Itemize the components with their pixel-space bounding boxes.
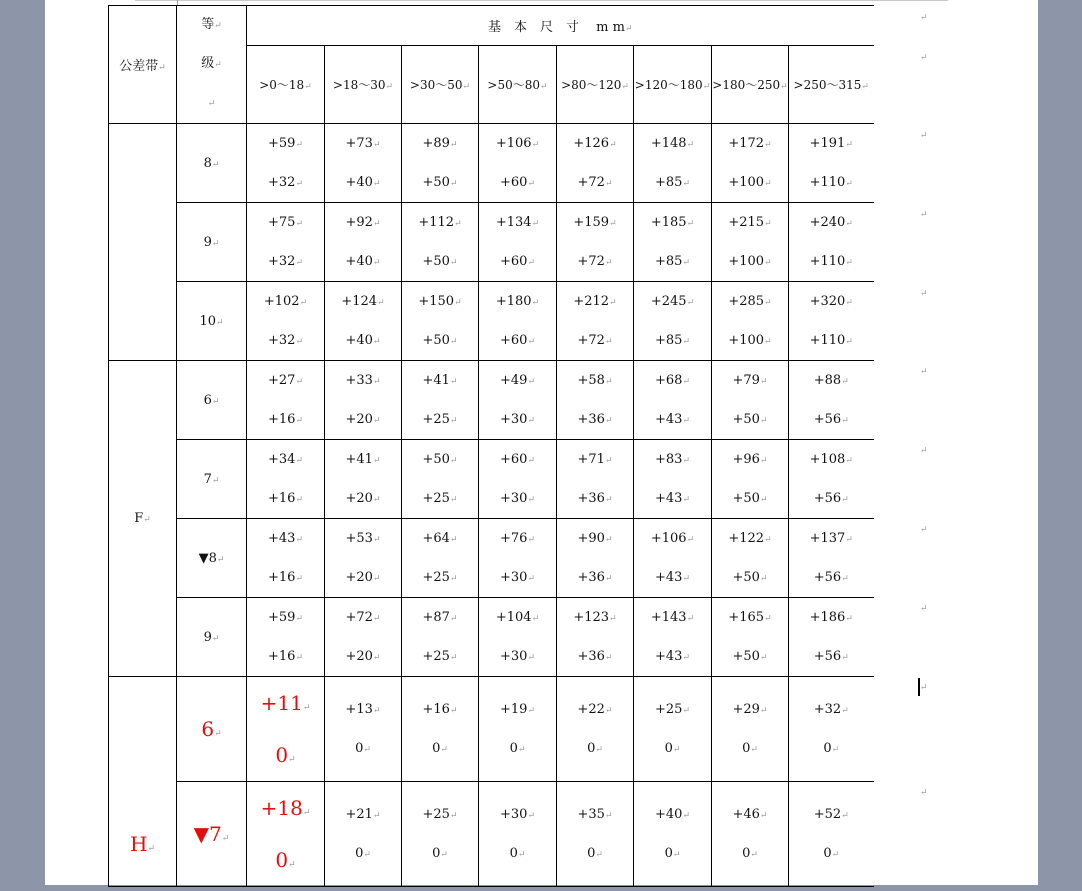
upper-deviation: +33	[345, 373, 373, 388]
lower-deviation: +50	[422, 254, 450, 269]
lower-deviation: +40	[345, 333, 373, 348]
value-cell: +59↵ +16↵	[247, 598, 325, 677]
range-header-cell: >80～120↵	[557, 46, 634, 124]
upper-deviation: +64	[422, 531, 450, 546]
upper-deviation: +16	[422, 702, 450, 717]
value-cell: +46↵ 0↵	[712, 782, 789, 887]
value-cell: +137↵ +56↵	[789, 519, 874, 598]
upper-deviation: +30	[500, 807, 528, 822]
upper-deviation: +89	[422, 136, 450, 151]
upper-deviation: +59	[268, 136, 296, 151]
lower-deviation: +56	[813, 491, 842, 506]
value-cell: +49↵ +30↵	[479, 361, 557, 440]
upper-deviation: +123	[573, 610, 610, 625]
value-cell: +64↵ +25↵	[402, 519, 479, 598]
value-cell: +50↵ +25↵	[402, 440, 479, 519]
upper-deviation: +25	[422, 807, 450, 822]
upper-deviation: +72	[345, 610, 373, 625]
upper-deviation: +96	[732, 452, 760, 467]
upper-deviation: +40	[655, 807, 683, 822]
range-header-cell: >120～180↵	[634, 46, 712, 124]
upper-deviation: +186	[809, 610, 846, 625]
value-cell: +35↵ 0↵	[557, 782, 634, 887]
upper-deviation: +150	[418, 294, 455, 309]
header-tolerance-band: 公差带↵	[109, 6, 177, 124]
value-cell: +126↵ +72↵	[557, 124, 634, 203]
value-cell: +59↵ +32↵	[247, 124, 325, 203]
lower-deviation: 0	[275, 743, 289, 767]
upper-deviation: +102	[263, 294, 300, 309]
upper-deviation: +52	[813, 807, 842, 822]
value-cell: +29↵ 0↵	[712, 677, 789, 782]
value-cell: +180↵ +60↵	[479, 282, 557, 361]
paragraph-mark: ↵	[920, 604, 928, 614]
grade-cell: 10↵	[177, 282, 247, 361]
upper-deviation: +165	[728, 610, 765, 625]
value-cell: +165↵ +50↵	[712, 598, 789, 677]
lower-deviation: +60	[500, 254, 528, 269]
lower-deviation: +32	[268, 254, 296, 269]
value-cell: +172↵ +100↵	[712, 124, 789, 203]
lower-deviation: 0	[509, 846, 518, 861]
lower-deviation: 0	[355, 846, 364, 861]
table-row	[109, 282, 874, 361]
paragraph-mark: ↵	[920, 131, 928, 141]
table-row	[109, 361, 874, 440]
range-header-cell: >0～18↵	[247, 46, 325, 124]
value-cell: +41↵ +25↵	[402, 361, 479, 440]
upper-deviation: +106	[650, 531, 687, 546]
upper-deviation: +13	[345, 702, 373, 717]
lower-deviation: 0	[823, 846, 832, 861]
upper-deviation: +35	[577, 807, 605, 822]
lower-deviation: +16	[268, 412, 296, 427]
upper-deviation: +134	[495, 215, 532, 230]
lower-deviation: +50	[732, 570, 760, 585]
text-cursor	[918, 678, 920, 696]
value-cell: +143↵ +43↵	[634, 598, 712, 677]
grade-cell: ▼8↵	[177, 519, 247, 598]
value-cell: +21↵ 0↵	[325, 782, 402, 887]
upper-deviation: +215	[728, 215, 765, 230]
lower-deviation: 0	[742, 846, 751, 861]
value-cell: +106↵ +43↵	[634, 519, 712, 598]
value-cell: +27↵ +16↵	[247, 361, 325, 440]
grade-cell: 6↵	[177, 361, 247, 440]
range-header-cell: >50～80↵	[479, 46, 557, 124]
lower-deviation: +16	[268, 649, 296, 664]
value-cell: +123↵ +36↵	[557, 598, 634, 677]
table-row	[109, 440, 874, 519]
upper-deviation: +108	[809, 452, 846, 467]
lower-deviation: +60	[500, 333, 528, 348]
value-cell: +134↵ +60↵	[479, 203, 557, 282]
value-cell: +240↵ +110↵	[789, 203, 874, 282]
upper-deviation: +58	[577, 373, 605, 388]
upper-deviation: +92	[345, 215, 373, 230]
upper-deviation: +22	[577, 702, 605, 717]
value-cell: +90↵ +36↵	[557, 519, 634, 598]
value-cell: +13↵ 0↵	[325, 677, 402, 782]
upper-deviation: +60	[500, 452, 528, 467]
upper-deviation: +71	[577, 452, 605, 467]
upper-deviation: +50	[422, 452, 450, 467]
upper-deviation: +76	[500, 531, 528, 546]
value-cell: +76↵ +30↵	[479, 519, 557, 598]
value-cell: +11↵ 0↵	[247, 677, 325, 782]
lower-deviation: +100	[728, 175, 765, 190]
upper-deviation: +137	[809, 531, 846, 546]
value-cell: +185↵ +85↵	[634, 203, 712, 282]
upper-deviation: +41	[345, 452, 373, 467]
grade-cell: 8↵	[177, 124, 247, 203]
lower-deviation: 0	[823, 741, 832, 756]
value-cell: +92↵ +40↵	[325, 203, 402, 282]
value-cell: +71↵ +36↵	[557, 440, 634, 519]
value-cell: +96↵ +50↵	[712, 440, 789, 519]
lower-deviation: +25	[422, 491, 450, 506]
upper-deviation: +185	[650, 215, 687, 230]
upper-deviation: +191	[809, 136, 846, 151]
value-cell: +88↵ +56↵	[789, 361, 874, 440]
paragraph-mark: ↵	[920, 683, 928, 693]
upper-deviation: +34	[268, 452, 296, 467]
lower-deviation: +56	[813, 570, 842, 585]
lower-deviation: +50	[422, 333, 450, 348]
value-cell: +87↵ +25↵	[402, 598, 479, 677]
lower-deviation: +43	[655, 491, 683, 506]
paragraph-mark: ↵	[920, 367, 928, 377]
paragraph-mark: ↵	[920, 525, 928, 535]
paragraph-mark: ↵	[920, 53, 928, 63]
upper-deviation: +49	[500, 373, 528, 388]
value-cell: +25↵ 0↵	[634, 677, 712, 782]
lower-deviation: +43	[655, 412, 683, 427]
range-header-cell: >30～50↵	[402, 46, 479, 124]
tolerance-band-cell: F↵	[109, 361, 177, 677]
upper-deviation: +46	[732, 807, 760, 822]
tolerance-band-cell: H↵	[109, 677, 177, 887]
lower-deviation: +36	[577, 491, 605, 506]
value-cell: +122↵ +50↵	[712, 519, 789, 598]
lower-deviation: +36	[577, 570, 605, 585]
header-grade: 等↵ 级↵ ↵	[177, 6, 247, 124]
table-row	[109, 203, 874, 282]
paragraph-mark: ↵	[920, 210, 928, 220]
range-header-cell: >18～30↵	[325, 46, 402, 124]
value-cell: +40↵ 0↵	[634, 782, 712, 887]
lower-deviation: +32	[268, 175, 296, 190]
lower-deviation: +50	[732, 649, 760, 664]
upper-deviation: +240	[809, 215, 846, 230]
lower-deviation: 0	[742, 741, 751, 756]
upper-deviation: +159	[573, 215, 610, 230]
upper-deviation: +180	[495, 294, 532, 309]
upper-deviation: +27	[268, 373, 296, 388]
value-cell: +52↵ 0↵	[789, 782, 874, 887]
upper-deviation: +19	[500, 702, 528, 717]
lower-deviation: 0	[664, 741, 673, 756]
lower-deviation: +50	[732, 412, 760, 427]
value-cell: +104↵ +30↵	[479, 598, 557, 677]
paragraph-marks-column	[920, 0, 940, 885]
value-cell: +108↵ +56↵	[789, 440, 874, 519]
value-cell: +148↵ +85↵	[634, 124, 712, 203]
lower-deviation: +56	[813, 412, 842, 427]
value-cell: +19↵ 0↵	[479, 677, 557, 782]
upper-deviation: +143	[650, 610, 687, 625]
lower-deviation: +16	[268, 491, 296, 506]
range-header-cell: >180～250↵	[712, 46, 789, 124]
lower-deviation: +16	[268, 570, 296, 585]
upper-deviation: +41	[422, 373, 450, 388]
value-cell: +18↵ 0↵	[247, 782, 325, 887]
upper-deviation: +104	[495, 610, 532, 625]
paragraph-mark: ↵	[920, 446, 928, 456]
value-cell: +73↵ +40↵	[325, 124, 402, 203]
upper-deviation: +88	[813, 373, 842, 388]
lower-deviation: +36	[577, 412, 605, 427]
tolerance-band-cell	[109, 124, 177, 361]
lower-deviation: +72	[577, 175, 605, 190]
value-cell: +320↵ +110↵	[789, 282, 874, 361]
lower-deviation: +85	[655, 254, 683, 269]
lower-deviation: +110	[809, 254, 846, 269]
grade-cell: ▼7↵	[177, 782, 247, 887]
value-cell: +124↵ +40↵	[325, 282, 402, 361]
value-cell: +41↵ +20↵	[325, 440, 402, 519]
lower-deviation: 0	[587, 846, 596, 861]
lower-deviation: +56	[813, 649, 842, 664]
lower-deviation: +72	[577, 254, 605, 269]
value-cell: +186↵ +56↵	[789, 598, 874, 677]
grade-cell: 9↵	[177, 598, 247, 677]
lower-deviation: +25	[422, 570, 450, 585]
lower-deviation: 0	[355, 741, 364, 756]
upper-deviation: +106	[495, 136, 532, 151]
lower-deviation: +20	[345, 649, 373, 664]
lower-deviation: +85	[655, 175, 683, 190]
upper-deviation: +32	[813, 702, 842, 717]
grade-cell: 7↵	[177, 440, 247, 519]
value-cell: +30↵ 0↵	[479, 782, 557, 887]
lower-deviation: +43	[655, 570, 683, 585]
lower-deviation: +30	[500, 570, 528, 585]
upper-deviation: +75	[268, 215, 296, 230]
table-row	[109, 124, 874, 203]
lower-deviation: 0	[432, 846, 441, 861]
upper-deviation: +87	[422, 610, 450, 625]
grade-cell: 9↵	[177, 203, 247, 282]
lower-deviation: 0	[509, 741, 518, 756]
value-cell: +215↵ +100↵	[712, 203, 789, 282]
table-row	[109, 677, 874, 782]
lower-deviation: +50	[732, 491, 760, 506]
range-header-cell: >250～315↵	[789, 46, 874, 124]
lower-deviation: +60	[500, 175, 528, 190]
lower-deviation: +110	[809, 333, 846, 348]
lower-deviation: 0	[432, 741, 441, 756]
upper-deviation: +68	[655, 373, 683, 388]
lower-deviation: +20	[345, 491, 373, 506]
value-cell: +150↵ +50↵	[402, 282, 479, 361]
paragraph-mark: ↵	[920, 289, 928, 299]
value-cell: +285↵ +100↵	[712, 282, 789, 361]
value-cell: +53↵ +20↵	[325, 519, 402, 598]
lower-deviation: 0	[275, 848, 289, 872]
value-cell: +159↵ +72↵	[557, 203, 634, 282]
value-cell: +34↵ +16↵	[247, 440, 325, 519]
lower-deviation: +36	[577, 649, 605, 664]
value-cell: +22↵ 0↵	[557, 677, 634, 782]
lower-deviation: +40	[345, 175, 373, 190]
upper-deviation: +25	[655, 702, 683, 717]
value-cell: +106↵ +60↵	[479, 124, 557, 203]
upper-deviation: +212	[573, 294, 610, 309]
lower-deviation: +30	[500, 649, 528, 664]
paragraph-mark: ↵	[920, 788, 928, 798]
upper-deviation: +122	[728, 531, 765, 546]
value-cell: +89↵ +50↵	[402, 124, 479, 203]
upper-deviation: +124	[341, 294, 378, 309]
lower-deviation: 0	[587, 741, 596, 756]
table-row	[109, 782, 874, 887]
value-cell: +102↵ +32↵	[247, 282, 325, 361]
upper-deviation: +79	[732, 373, 760, 388]
upper-deviation: +43	[268, 531, 296, 546]
value-cell: +33↵ +20↵	[325, 361, 402, 440]
lower-deviation: +85	[655, 333, 683, 348]
value-cell: +75↵ +32↵	[247, 203, 325, 282]
value-cell: +79↵ +50↵	[712, 361, 789, 440]
upper-deviation: +29	[732, 702, 760, 717]
lower-deviation: +100	[728, 254, 765, 269]
value-cell: +60↵ +30↵	[479, 440, 557, 519]
value-cell: +72↵ +20↵	[325, 598, 402, 677]
lower-deviation: +110	[809, 175, 846, 190]
value-cell: +212↵ +72↵	[557, 282, 634, 361]
value-cell: +191↵ +110↵	[789, 124, 874, 203]
value-cell: +16↵ 0↵	[402, 677, 479, 782]
upper-deviation: +53	[345, 531, 373, 546]
lower-deviation: +30	[500, 412, 528, 427]
upper-deviation: +11	[260, 691, 303, 715]
header-basic-size: 基 本 尺 寸 m m↵	[247, 6, 874, 46]
tolerance-table	[108, 5, 874, 887]
value-cell: +83↵ +43↵	[634, 440, 712, 519]
lower-deviation: +30	[500, 491, 528, 506]
lower-deviation: 0	[664, 846, 673, 861]
upper-deviation: +172	[728, 136, 765, 151]
lower-deviation: +40	[345, 254, 373, 269]
value-cell: +43↵ +16↵	[247, 519, 325, 598]
upper-deviation: +126	[573, 136, 610, 151]
value-cell: +58↵ +36↵	[557, 361, 634, 440]
upper-deviation: +285	[728, 294, 765, 309]
lower-deviation: +20	[345, 570, 373, 585]
lower-deviation: +100	[728, 333, 765, 348]
upper-deviation: +112	[418, 215, 455, 230]
upper-deviation: +320	[809, 294, 846, 309]
upper-deviation: +83	[655, 452, 683, 467]
value-cell: +68↵ +43↵	[634, 361, 712, 440]
lower-deviation: +32	[268, 333, 296, 348]
upper-deviation: +73	[345, 136, 373, 151]
table-row	[109, 519, 874, 598]
lower-deviation: +72	[577, 333, 605, 348]
lower-deviation: +20	[345, 412, 373, 427]
upper-deviation: +59	[268, 610, 296, 625]
upper-deviation: +245	[650, 294, 687, 309]
upper-deviation: +21	[345, 807, 373, 822]
table-row	[109, 598, 874, 677]
lower-deviation: +43	[655, 649, 683, 664]
lower-deviation: +50	[422, 175, 450, 190]
paragraph-mark: ↵	[920, 13, 928, 23]
lower-deviation: +25	[422, 649, 450, 664]
value-cell: +25↵ 0↵	[402, 782, 479, 887]
upper-deviation: +148	[650, 136, 687, 151]
value-cell: +32↵ 0↵	[789, 677, 874, 782]
value-cell: +112↵ +50↵	[402, 203, 479, 282]
value-cell: +245↵ +85↵	[634, 282, 712, 361]
lower-deviation: +25	[422, 412, 450, 427]
grade-cell: 6↵	[177, 677, 247, 782]
upper-deviation: +18	[260, 796, 303, 820]
upper-deviation: +90	[577, 531, 605, 546]
